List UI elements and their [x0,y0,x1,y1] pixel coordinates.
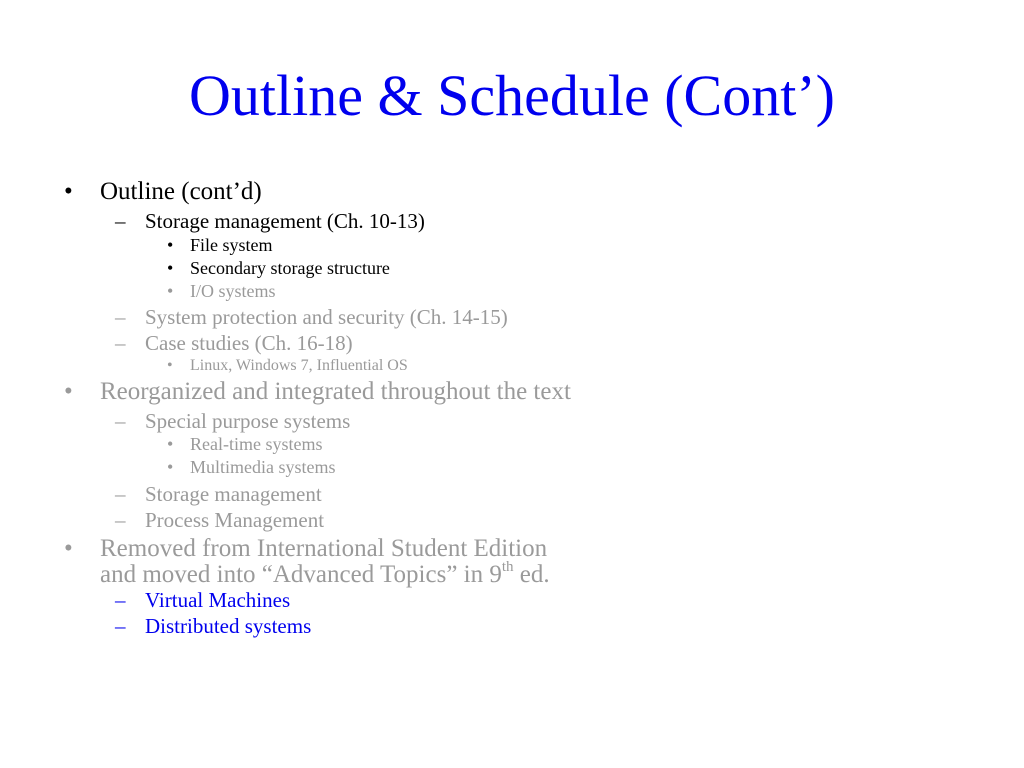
outline-item-text [145,614,311,638]
outline-item-label: Case studies (Ch. 16-18) [145,331,353,355]
bullet-marker: • [64,535,73,562]
outline-item-text [100,178,262,206]
outline-item-text [145,588,290,612]
dash-marker: – [115,331,126,355]
bullet-marker: • [64,178,73,205]
outline-item-label-suffix: ed. [513,561,550,588]
bullet-marker: • [167,357,173,374]
outline-item-label: Multimedia systems [190,457,336,477]
outline-item-label: I/O systems [190,281,276,301]
bullet-marker: • [167,281,174,301]
slide-title: Outline & Schedule (Cont’) [189,63,835,128]
dash-marker: – [115,209,126,233]
outline-item-text [145,209,425,233]
outline-item-label: Distributed systems [145,614,312,638]
outline-item-label: Virtual Machines [145,588,291,612]
bullet-marker: • [167,457,174,477]
outline-item-label: Removed from International Student Edition [100,535,548,562]
outline-item-label: Storage management [145,482,322,506]
dash-marker: – [115,508,126,532]
outline-item-text [190,434,322,455]
superscript: th [501,559,514,576]
dash-marker: – [115,614,126,638]
dash-marker: – [115,588,126,612]
outline-item-text [145,508,324,532]
outline-item-label: Reorganized and integrated throughout the text [100,378,571,405]
outline-item-text [145,482,322,506]
outline-item-text [145,331,353,355]
outline-item-text [145,409,350,433]
outline-item-text [190,281,276,302]
bullet-marker: • [64,378,73,405]
outline-item-label: Secondary storage structure [190,258,390,278]
outline-item-label: System protection and security (Ch. 14-15) [145,305,508,329]
outline-item-text [100,378,571,406]
outline-item-label: Linux, Windows 7, Influential OS [190,357,408,374]
outline-item-label: Special purpose systems [145,409,351,433]
bullet-marker: • [167,258,174,278]
dash-marker: – [115,409,126,433]
outline-item-label: Real-time systems [190,434,323,454]
outline-item-text [190,457,336,478]
outline-item-text [100,535,547,563]
bullet-marker: • [167,235,174,255]
outline-item-text [190,235,273,256]
outline-item-text [145,305,508,329]
outline-item-label: and moved into “Advanced Topics” in 9 [100,561,502,588]
outline-item-label: Process Management [145,508,325,532]
outline-item-label: Outline (cont’d) [100,178,262,205]
outline-item-text [190,258,390,279]
outline-item-label: Storage management (Ch. 10-13) [145,209,425,233]
bullet-marker: • [167,434,174,454]
dash-marker: – [115,482,126,506]
dash-marker: – [115,305,126,329]
outline-item-text [100,561,550,589]
outline-item-text [190,356,408,375]
outline-item-label: File system [190,235,273,255]
